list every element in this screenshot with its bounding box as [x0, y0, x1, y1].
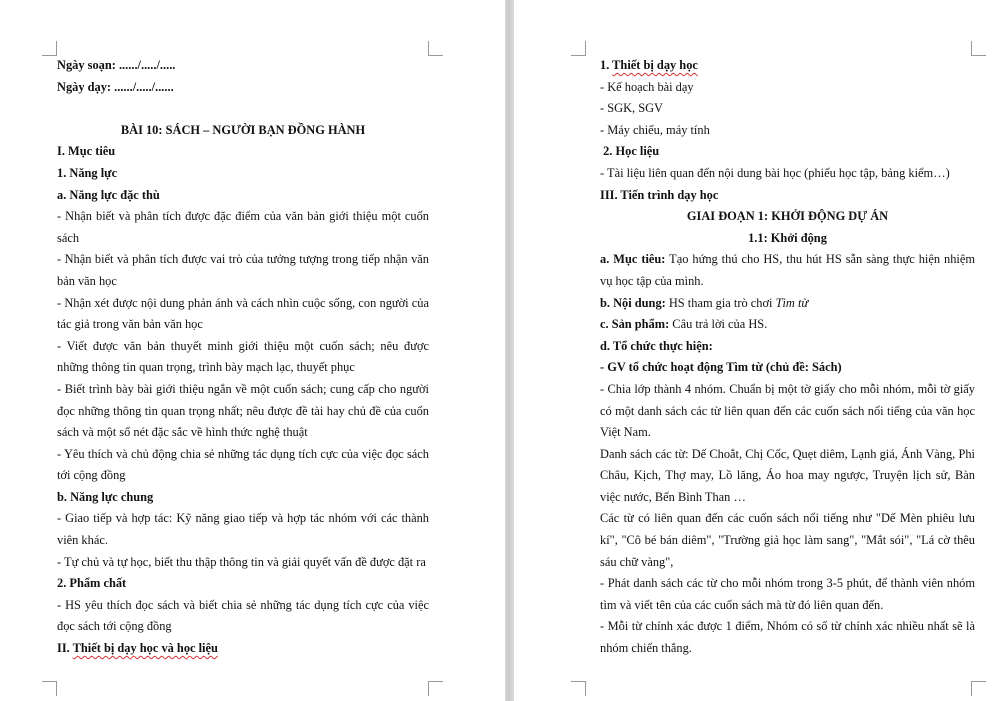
crop-mark-top-right	[428, 41, 443, 56]
objective-item: - Yêu thích và chủ động chia sẻ những tác dụng tích cực của việc đọc sách tới cộng đồng	[57, 446, 429, 483]
objective-item: - Nhận biết và phân tích được vai trò của tưởng tượng trong tiếp nhận văn bản văn học	[57, 252, 429, 288]
crop-mark-top-left	[571, 41, 586, 56]
page-gutter	[505, 0, 514, 701]
related-books: Các từ có liên quan đến các cuốn sách nổi tiếng như "Dế Mèn phiêu lưu kí", "Cô bé bán diêm", "Trường giả học làm sang", "Mắt sói", "Lá cờ thêu sáu chữ vàng",	[600, 511, 975, 569]
document-page-right	[514, 0, 1007, 701]
activity-heading: - GV tổ chức hoạt động Tìm từ (chủ đề: Sách)	[600, 360, 842, 375]
goal-label: a. Mục tiêu:	[600, 252, 666, 267]
lesson-title: BÀI 10: SÁCH – NGƯỜI BẠN ĐỒNG HÀNH	[120, 122, 366, 137]
heading-equipment-text: Thiết bị dạy học và học liệu	[72, 641, 218, 656]
heading-qualities: 2. Phẩm chất	[57, 576, 127, 591]
goal-text: Tạo hứng thú cho HS, thu hút HS sẵn sàng thực hiện nhiệm vụ học tập của mình.	[600, 252, 975, 288]
game-name: Tìm từ	[775, 295, 809, 310]
stage-heading: GIAI ĐOẠN 1: KHỞI ĐỘNG DỰ ÁN	[686, 209, 889, 224]
sub-heading: 1.1: Khởi động	[748, 230, 827, 245]
objective-item: - HS yêu thích đọc sách và biết chia sẻ những tác dụng tích cực của việc đọc sách tới cộng đồng	[57, 597, 429, 634]
objective-item: - Giao tiếp và hợp tác: Kỹ năng giao tiếp và hợp tác nhóm với các thành viên khác.	[57, 511, 429, 548]
scoring-rule: - Mỗi từ chính xác được 1 điểm, Nhóm có số từ chính xác nhiều nhất sẽ là nhóm chiến thắng.	[600, 619, 975, 656]
objective-item: - Nhận biết và phân tích được đặc điểm của văn bản giới thiệu một cuốn sách	[57, 209, 429, 245]
left-page-text[interactable]	[57, 55, 429, 660]
objective-item: - Viết được văn bản thuyết minh giới thiệu một cuốn sách; nêu được những thông tin quan trọng, trình bày mạch lạc, thuyết phục	[57, 338, 429, 375]
product-label: c. Sản phẩm:	[600, 317, 670, 332]
organization-heading: d. Tổ chức thực hiện:	[600, 338, 713, 353]
crop-mark-bottom-right	[428, 681, 443, 696]
teaching-date: Ngày dạy: ....../...../......	[57, 79, 174, 94]
objective-item: - Biết trình bày bài giới thiệu ngắn về một cuốn sách; cung cấp cho người đọc những thông tin quan trọng nhất; nêu được đề tài hay chủ đề của cuốn sách và một số nét đặc sắc về hình thức nghệ thuật	[57, 381, 429, 440]
heading-general-competence: b. Năng lực chung	[57, 489, 154, 504]
crop-mark-bottom-right	[971, 681, 986, 696]
objective-item: - Tự chủ và tự học, biết thu thập thông tin và giải quyết vấn đề được đặt ra	[57, 554, 426, 569]
crop-mark-bottom-left	[571, 681, 586, 696]
crop-mark-bottom-left	[42, 681, 57, 696]
heading-lesson-process: III. Tiến trình dạy học	[600, 187, 719, 202]
content-label: b. Nội dung:	[600, 295, 666, 310]
activity-step: - Chia lớp thành 4 nhóm. Chuẩn bị một tờ giấy cho mỗi nhóm, mỗi tờ giấy có một danh sách các từ liên quan đến các cuốn sách nổi tiếng của văn học Việt Nam.	[600, 381, 975, 440]
heading-objectives: I. Mục tiêu	[57, 144, 116, 159]
crop-mark-top-right	[971, 41, 986, 56]
product-paragraph	[600, 314, 975, 336]
goal-paragraph	[600, 249, 975, 292]
right-page-text[interactable]	[600, 55, 975, 660]
heading-teaching-equipment	[600, 55, 975, 77]
heading-learning-materials: 2. Học liệu	[600, 144, 660, 159]
heading-equipment	[57, 638, 429, 660]
objective-item: - Nhận xét được nội dung phản ánh và cách nhìn cuộc sống, con người của tác giả trong văn bản văn học	[57, 295, 429, 332]
heading-competence: 1. Năng lực	[57, 165, 118, 180]
activity-step: - Phát danh sách các từ cho mỗi nhóm trong 3-5 phút, để thành viên nhóm tìm và viết tên của các cuốn sách mà từ đó liên quan đến.	[600, 576, 975, 612]
content-text: HS tham gia trò chơi	[665, 295, 776, 310]
equipment-item: - Kế hoạch bài dạy	[600, 79, 694, 94]
product-text: Câu trả lời của HS.	[669, 317, 768, 332]
equipment-item: - Máy chiếu, máy tính	[600, 122, 710, 137]
material-item: - Tài liệu liên quan đến nội dung bài học (phiếu học tập, bảng kiểm…)	[600, 165, 950, 180]
preparation-date: Ngày soạn: ....../...../.....	[57, 58, 176, 72]
heading-teaching-equipment-number: 1.	[600, 58, 613, 72]
heading-teaching-equipment-text: Thiết bị dạy học	[612, 58, 698, 72]
content-paragraph	[600, 293, 975, 315]
heading-equipment-number: II.	[57, 641, 73, 656]
word-list: Danh sách các từ: Dế Choắt, Chị Cốc, Quẹt diêm, Lạnh giá, Ánh Vàng, Phi Châu, Kịch, Thợ may, Lồ lăng, Áo hoa may ngược, Truyện lịch sử, Bàn việc nước, Bến Bình Than …	[600, 446, 975, 504]
equipment-item: - SGK, SGV	[600, 101, 663, 116]
crop-mark-top-left	[42, 41, 57, 56]
heading-specific-competence: a. Năng lực đặc thù	[57, 187, 160, 202]
